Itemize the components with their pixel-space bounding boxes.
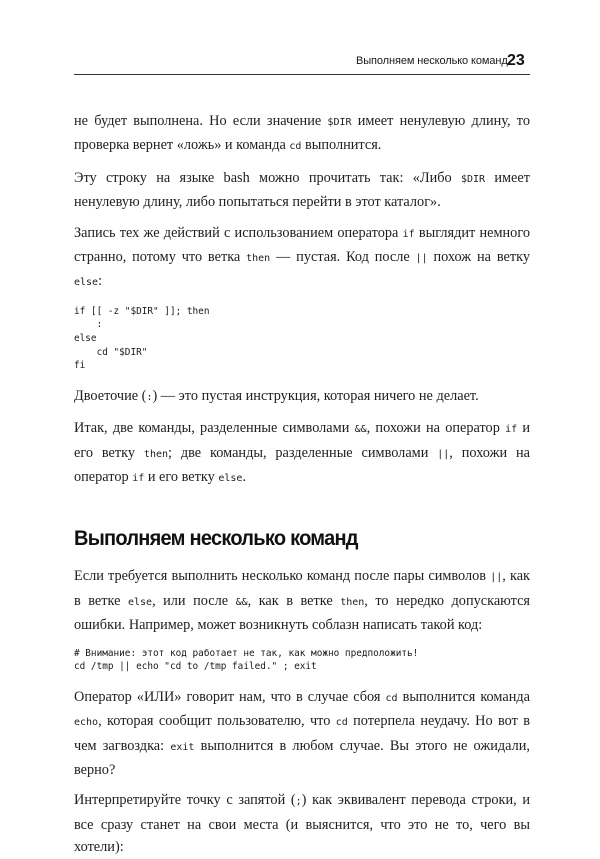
inline-code: else [74, 277, 99, 289]
text: : [98, 273, 103, 290]
inline-code: echo [74, 717, 99, 729]
inline-code: if [402, 228, 415, 240]
inline-code: ; [295, 796, 302, 808]
section-heading: Выполняем несколько команд [74, 526, 358, 551]
inline-code: : [146, 391, 153, 403]
text: , которая сообщит пользователю, что [98, 713, 336, 730]
text: и его ветку [144, 469, 219, 486]
inline-code: if [132, 473, 145, 485]
text: . [242, 469, 247, 486]
inline-code: $DIR [327, 117, 352, 128]
code-block-if-else: if [[ -z "$DIR" ]]; then : else cd "$DIR" fi [74, 305, 210, 372]
text: выполнится. [301, 137, 382, 154]
text: Если требуется выполнить несколько команд после пары символов [74, 568, 491, 585]
inline-code: cd [385, 692, 398, 704]
text: выглядит немного странно, потому что ветка [74, 224, 530, 266]
text: , или после [152, 592, 236, 609]
text: Итак, две команды, разделенные символами [74, 420, 355, 437]
inline-code: else [127, 596, 153, 608]
inline-code: then [143, 448, 169, 460]
text: Оператор «ИЛИ» говорит нам, что в случае сбоя [74, 688, 386, 705]
text: Запись тех же действий с использованием оператора [74, 224, 403, 241]
inline-code: then [340, 596, 365, 608]
inline-code: if [505, 424, 518, 436]
inline-code: cd [289, 141, 302, 153]
inline-code: || [490, 572, 503, 584]
inline-code: $DIR [460, 173, 486, 185]
text: выполнится в любом случае. Вы этого не ожидали, верно? [74, 737, 530, 779]
text: потерпела неудачу. Но вот в чем загвоздка: [74, 713, 530, 754]
inline-code: then [246, 253, 271, 265]
paragraph-5 [74, 417, 530, 490]
text: , то нередко допускаются ошибки. Например, может возникнуть соблазн написать такой код: [74, 592, 530, 634]
inline-code: && [354, 424, 367, 436]
inline-code: || [415, 253, 428, 265]
paragraph-1 [74, 110, 530, 159]
text: ) — это пустая инструкция, которая ничего не делает. [152, 387, 479, 404]
paragraph-6 [74, 565, 530, 636]
code-block-exit-warning: # Внимание: этот код работает не так, как можно предположить! cd /tmp || echo "cd to /tmp failed." ; exit [74, 647, 419, 673]
text: выполнится команда [397, 688, 530, 705]
text: — пустая. Код после [270, 249, 416, 266]
page-number: 23 [507, 52, 525, 69]
text: не будет выполнена. Но если значение [74, 113, 328, 129]
paragraph-7 [74, 686, 530, 782]
paragraph-2 [74, 167, 530, 214]
paragraph-8 [74, 789, 530, 858]
inline-code: || [437, 448, 450, 460]
text: , как в ветке [247, 592, 341, 609]
inline-code: cd [335, 717, 348, 729]
inline-code: exit [170, 741, 195, 753]
running-header-title: Выполняем несколько команд [356, 55, 508, 67]
text: Двоеточие ( [74, 387, 147, 404]
text: имеет ненулевую длину, то проверка вернет «ложь» и команда [74, 113, 530, 154]
text: имеет ненулевую длину, либо попытаться перейти в этот каталог». [74, 169, 530, 211]
text: , как в ветке [74, 568, 530, 609]
text: , похожи на оператор [74, 444, 530, 486]
text: Эту строку на языке bash можно прочитать так: «Либо [74, 169, 461, 186]
page-body [74, 110, 530, 859]
header-rule [74, 74, 530, 75]
text: ; две команды, разделенные символами [168, 444, 438, 461]
text: и его ветку [74, 420, 530, 461]
paragraph-3 [74, 222, 530, 295]
text: Интерпретируйте точку с запятой ( [74, 792, 296, 809]
paragraph-4 [74, 385, 530, 409]
text: , похожи на оператор [366, 420, 506, 437]
text: ) как эквивалент перевода строки, и все сразу станет на свои места (и выяснится, что это не то, чего вы хотели): [74, 792, 530, 856]
inline-code: && [235, 596, 248, 608]
inline-code: else [218, 473, 243, 485]
text: похож на ветку [427, 249, 530, 266]
